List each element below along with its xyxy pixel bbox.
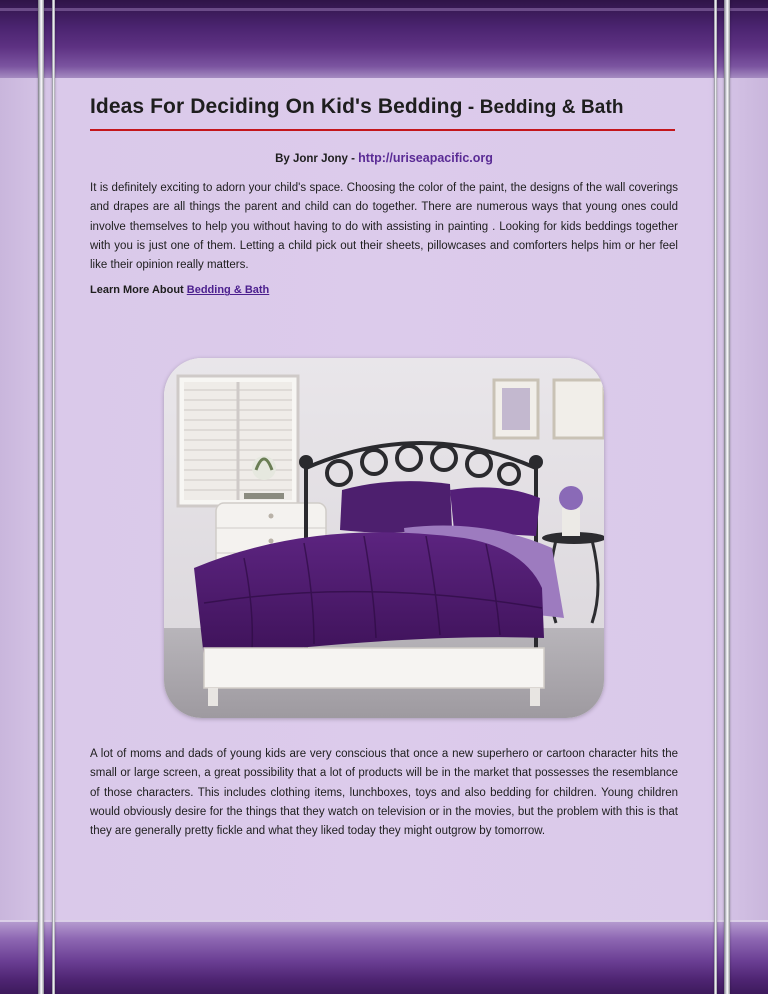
learn-more-label: Learn More About [90, 284, 187, 297]
bedroom-illustration [164, 358, 604, 718]
left-rod [38, 0, 44, 994]
window [178, 376, 298, 506]
title-main: Ideas For Deciding On Kid's Bedding [90, 95, 463, 118]
header-band [0, 0, 768, 78]
learn-more-link[interactable]: Bedding & Bath [186, 284, 270, 297]
paragraph-characters: A lot of moms and dads of young kids are very conscious that once a new superhero or cartoon character hits the small or large screen, a great possibility that a lot of products will be in the market that possesses the resemblance of those characters. This includes clothing items, lunchboxes, toys and also bedding for children. Young children would obviously desire for the things that they watch on television or in the movies, but the problem with this is that they are generally pretty fickle and what they liked today they might outgrow by tomorrow. [90, 748, 678, 838]
article-title [90, 92, 678, 123]
left-rod-thin [52, 0, 55, 994]
bedroom-photo [164, 358, 604, 718]
pillow-left [340, 481, 452, 532]
title-divider [90, 129, 675, 131]
paragraph-intro: It is definitely exciting to adorn your child's space. Choosing the color of the paint, the designs of the wall coverings and drapes are all things the parent and child can do together. There are numerous ways that young ones could involve themselves to help you without having to do with assisting in painting . Looking for kids beddings together with you is just one of them. Letting a child pick out their sheets, pillowcases and comforters helps him or her feel like their opinion really matters. [90, 182, 678, 272]
learn-more [90, 284, 678, 296]
article [90, 92, 678, 296]
title-suffix: - Bedding & Bath [462, 97, 624, 118]
right-rod [724, 0, 730, 994]
byline-link[interactable]: http://uriseapacific.org [358, 151, 493, 165]
byline-author: By Jonr Jony - [275, 153, 359, 165]
right-rod-thin [714, 0, 717, 994]
bed-frame [204, 648, 544, 688]
byline [90, 151, 678, 165]
footer-band [0, 920, 768, 994]
